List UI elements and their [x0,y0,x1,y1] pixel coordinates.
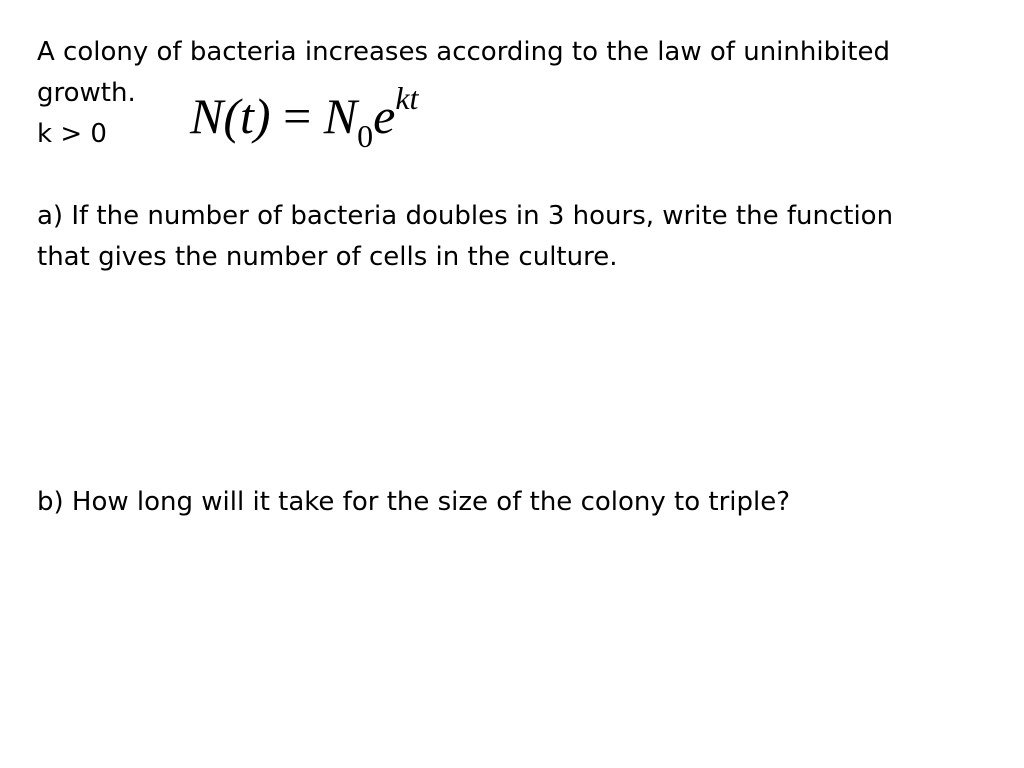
formula-rhs-base: e [373,88,396,144]
formula-rhs-var: N [323,88,358,144]
formula-rhs-exponent: kt [395,80,419,116]
growth-condition: k > 0 [37,119,107,149]
intro-text-line-1: A colony of bacteria increases according to the law of uninhibited [37,37,890,67]
formula-rhs-subscript: 0 [357,118,374,154]
part-a-line-1: a) If the number of bacteria doubles in 3 hours, write the function [37,201,894,231]
part-b-question: b) How long will it take for the size of the colony to triple? [37,487,791,517]
intro-text-line-2: growth. [37,78,136,108]
formula-lhs-arg: (t) [223,88,271,144]
growth-formula [190,80,419,154]
formula-lhs-var: N [190,88,224,144]
formula-equals: = [270,88,324,144]
part-a-line-2: that gives the number of cells in the culture. [37,242,618,272]
